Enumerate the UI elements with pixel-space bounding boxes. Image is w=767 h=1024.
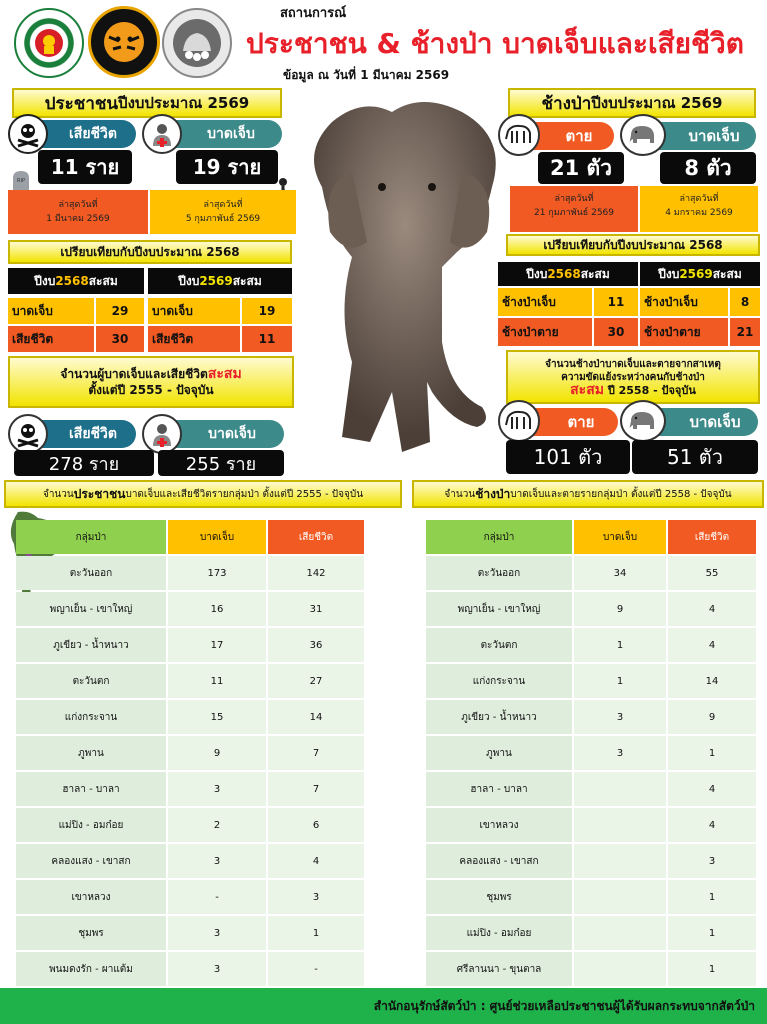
people-table-row-2-col-0: ภูเขียว - น้ำหนาว [16,628,166,662]
people-death-count: 11 ราย [38,150,132,184]
people-table-row-5-col-1: 9 [168,736,266,770]
elephant-latest-injury-label: ล่าสุดวันที่ [679,194,719,204]
people-table-header-2: เสียชีวิต [268,520,364,554]
people-cum-death-count: 278 ราย [14,450,154,476]
elephant-latest-death-label: ล่าสุดวันที่ [554,194,594,204]
elephant-table [422,512,762,988]
skull-crossbones-icon [8,414,48,454]
people-table-caption-a: จำนวน [42,488,74,500]
elephant-cur-injury-label: ช้างป่าเจ็บ [640,288,728,316]
people-latest-injury-box [150,190,296,234]
people-prev-death-value: 30 [96,326,144,352]
elephant-heading [508,88,756,118]
header-supertitle: สถานการณ์ [280,6,347,21]
elephant-table-row-10-col-1 [574,916,666,950]
elephant-table-row-3-col-1: 1 [574,664,666,698]
elephant-cum-injury-label: บาดเจ็บ [689,413,741,431]
people-injury-count: 19 ราย [176,150,278,184]
elephant-table-row-5-col-2: 1 [668,736,756,770]
elephant-death-label: ตาย [565,127,593,145]
page-title: ประชาชน & ช้างป่า บาดเจ็บและเสียชีวิต [246,27,744,60]
elephant-table-row-0-col-1: 34 [574,556,666,590]
elephant-table-row-1-col-1: 9 [574,592,666,626]
people-table-row-10-col-1: 3 [168,916,266,950]
people-table-row-2-col-1: 17 [168,628,266,662]
elephant-table-row-7-col-1 [574,808,666,842]
elephant-skeleton-icon [498,114,540,156]
people-table-row-10-col-2: 1 [268,916,364,950]
people-table-row-7-col-0: แม่ปิง - อมก๋อย [16,808,166,842]
elephant-photo-icon [292,92,522,462]
people-table-row-4-col-2: 14 [268,700,364,734]
elephant-fy-cur-header [640,262,760,286]
people-table-row-1-col-0: พญาเย็น - เขาใหญ่ [16,592,166,626]
people-table-row-5-col-2: 7 [268,736,364,770]
tiger-conservation-logo-icon [88,6,160,78]
elephant-table-header-2: เสียชีวิต [668,520,756,554]
people-table-row-7-col-2: 6 [268,808,364,842]
elephant-table-header-0: กลุ่มป่า [426,520,572,554]
elephant-prev-death-value: 30 [594,318,638,346]
elephant-people-logo-icon [162,8,232,78]
people-table-row-3-col-0: ตะวันตก [16,664,166,698]
elephant-table-row-4-col-1: 3 [574,700,666,734]
elephant-table-row-10-col-2: 1 [668,916,756,950]
people-fy-cur-year: 2569 [199,274,233,288]
people-table-header-0: กลุ่มป่า [16,520,166,554]
elephant-table-row-8-col-0: คลองแสง - เขาสก [426,844,572,878]
people-cur-death-value: 11 [242,326,292,352]
people-table-row-3-col-1: 11 [168,664,266,698]
elephant-icon [620,400,666,442]
people-prev-death-label: เสียชีวิต [8,326,94,352]
elephant-table-row-2-col-1: 1 [574,628,666,662]
elephant-table-row-11-col-1 [574,952,666,986]
people-table-row-9-col-0: เขาหลวง [16,880,166,914]
elephant-table-row-5-col-1: 3 [574,736,666,770]
elephant-fy-prev-year: 2568 [547,267,581,281]
elephant-table-row-6-col-1 [574,772,666,806]
elephant-cumulative-heading-red: สะสม [570,381,604,398]
people-table-row-1-col-2: 31 [268,592,364,626]
elephant-table-row-9-col-1 [574,880,666,914]
footer [0,988,767,1024]
elephant-cumulative-heading-c: ปี 2558 - ปัจจุบัน [603,383,696,397]
people-cum-death-label: เสียชีวิต [69,426,117,442]
elephant-table-row-6-col-0: ฮาลา - บาลา [426,772,572,806]
elephant-table-row-6-col-2: 4 [668,772,756,806]
elephant-cumulative-heading-b: ความขัดแย้งระหว่างคนกับช้างป่า [561,371,705,383]
people-table-row-2-col-2: 36 [268,628,364,662]
elephant-latest-death-date: 21 กุมภาพันธ์ 2569 [533,208,615,218]
elephant-table-row-4-col-0: ภูเขียว - น้ำหนาว [426,700,572,734]
elephant-fy-prev-label-b: สะสม [580,266,610,281]
elephant-table-row-2-col-2: 4 [668,628,756,662]
people-table-row-1-col-1: 16 [168,592,266,626]
elephant-table-row-3-col-0: แก่งกระจาน [426,664,572,698]
elephant-cum-death-label: ตาย [567,413,595,431]
people-fy-prev-year: 2568 [55,274,89,288]
people-fy-prev-label-a: ปีงบ [34,273,56,288]
elephant-fy-prev-label-a: ปีงบ [526,266,548,281]
people-cum-injury-label: บาดเจ็บ [208,426,256,442]
elephant-table-row-7-col-2: 4 [668,808,756,842]
people-table [0,512,372,988]
elephant-table-row-1-col-0: พญาเย็น - เขาใหญ่ [426,592,572,626]
medic-icon [142,114,182,154]
elephant-compare-heading: เปรียบเทียบกับปีงบประมาณ 2568 [506,234,760,256]
people-table-row-4-col-0: แก่งกระจาน [16,700,166,734]
elephant-fy-cur-label-a: ปีงบ [658,266,680,281]
people-fy-cur-label-a: ปีงบ [178,273,200,288]
elephant-table-row-0-col-0: ตะวันออก [426,556,572,590]
elephant-table-caption [412,480,764,508]
data-date: ข้อมูล ณ วันที่ 1 มีนาคม 2569 [283,68,450,82]
people-cur-injury-value: 19 [242,298,292,324]
people-table-row-11-col-2: - [268,952,364,986]
elephant-heading-rest: ปีงบประมาณ 2569 [591,94,723,112]
elephant-table-row-8-col-1 [574,844,666,878]
elephant-table-row-11-col-2: 1 [668,952,756,986]
elephant-fy-cur-label-b: สะสม [712,266,742,281]
people-table-row-3-col-2: 27 [268,664,364,698]
elephant-prev-death-label: ช้างป่าตาย [498,318,592,346]
people-table-caption-bold: ประชาชน [73,486,126,501]
people-table-row-10-col-0: ชุมพร [16,916,166,950]
elephant-table-caption-bold: ช้างป่า [475,486,511,501]
people-latest-death-label: ล่าสุดวันที่ [58,200,98,210]
people-table-row-9-col-1: - [168,880,266,914]
elephant-table-row-10-col-0: แม่ปิง - อมก๋อย [426,916,572,950]
people-fy-cur-header [148,268,292,294]
people-table-row-8-col-2: 4 [268,844,364,878]
people-table-row-9-col-2: 3 [268,880,364,914]
people-cumulative-heading-red: สะสม [207,366,242,382]
elephant-injury-count: 8 ตัว [660,152,756,184]
svg-text:RIP: RIP [17,178,25,184]
elephant-skeleton-icon [498,400,540,442]
people-table-row-0-col-1: 173 [168,556,266,590]
people-prev-injury-value: 29 [96,298,144,324]
people-cur-injury-label: บาดเจ็บ [148,298,240,324]
elephant-table-row-11-col-0: ศรีลานนา - ขุนตาล [426,952,572,986]
people-latest-injury-date: 5 กุมภาพันธ์ 2569 [185,214,261,224]
elephant-injury-label: บาดเจ็บ [688,127,740,145]
medic-icon [142,414,182,454]
elephant-death-count: 21 ตัว [538,152,624,184]
elephant-table-row-4-col-2: 9 [668,700,756,734]
people-injury-label: บาดเจ็บ [207,126,255,142]
elephant-prev-injury-value: 11 [594,288,638,316]
elephant-table-row-9-col-0: ชุมพร [426,880,572,914]
people-cumulative-heading [8,356,294,408]
people-cum-injury-count: 255 ราย [158,450,284,476]
people-fy-prev-label-b: สะสม [88,273,118,288]
elephant-prev-injury-label: ช้างป่าเจ็บ [498,288,592,316]
people-table-row-8-col-0: คลองแสง - เขาสก [16,844,166,878]
people-table-row-8-col-1: 3 [168,844,266,878]
people-table-row-0-col-0: ตะวันออก [16,556,166,590]
people-heading [12,88,282,118]
elephant-cur-death-label: ช้างป่าตาย [640,318,728,346]
people-compare-heading: เปรียบเทียบกับปีงบประมาณ 2568 [8,240,292,264]
elephant-table-row-1-col-2: 4 [668,592,756,626]
elephant-table-row-8-col-2: 3 [668,844,756,878]
people-table-row-4-col-1: 15 [168,700,266,734]
elephant-latest-death-box [510,186,638,232]
people-prev-injury-label: บาดเจ็บ [8,298,94,324]
people-table-header-1: บาดเจ็บ [168,520,266,554]
people-table-row-6-col-2: 7 [268,772,364,806]
people-heading-rest: ปีงบประมาณ 2569 [118,94,250,112]
elephant-cumulative-heading [506,350,760,404]
elephant-heading-bold: ช้างป่า [541,93,592,114]
people-cumulative-heading-a: จำนวนผู้บาดเจ็บและเสียชีวิต [60,367,208,381]
people-table-row-11-col-0: พนมดงรัก - ผาแต้ม [16,952,166,986]
elephant-cum-injury-count: 51 ตัว [632,440,758,474]
elephant-table-header-1: บาดเจ็บ [574,520,666,554]
elephant-fy-cur-year: 2569 [679,267,713,281]
footer-text: สำนักอนุรักษ์สัตว์ป่า : ศูนย์ช่วยเหลือประชาชนผู้ได้รับผลกระทบจากสัตว์ป่า [373,998,755,1013]
elephant-table-caption-b: บาดเจ็บและตายรายกลุ่มป่า ตั้งแต่ปี 2558 - ปัจจุบัน [510,488,732,500]
elephant-cumulative-heading-a: จำนวนช้างป่าบาดเจ็บและตายจากสาเหตุ [545,358,721,370]
people-table-caption [4,480,402,508]
people-table-row-11-col-1: 3 [168,952,266,986]
people-table-row-6-col-0: ฮาลา - บาลา [16,772,166,806]
elephant-fy-prev-header [498,262,638,286]
people-cumulative-heading-b: ตั้งแต่ปี 2555 - ปัจจุบัน [88,383,214,397]
elephant-table-row-0-col-2: 55 [668,556,756,590]
elephant-cur-injury-value: 8 [730,288,760,316]
people-fy-prev-header [8,268,144,294]
people-table-row-7-col-1: 2 [168,808,266,842]
elephant-table-row-9-col-2: 1 [668,880,756,914]
people-latest-death-box [8,190,148,234]
skull-crossbones-icon [8,114,48,154]
elephant-table-caption-a: จำนวน [444,488,476,500]
people-table-caption-b: บาดเจ็บและเสียชีวิตรายกลุ่มป่า ตั้งแต่ปี 2555 - ปัจจุบัน [125,488,364,500]
elephant-cum-death-count: 101 ตัว [506,440,630,474]
people-table-row-5-col-0: ภูพาน [16,736,166,770]
elephant-table-row-2-col-0: ตะวันตก [426,628,572,662]
elephant-table-row-7-col-0: เขาหลวง [426,808,572,842]
elephant-icon [620,114,666,156]
elephant-table-row-3-col-2: 14 [668,664,756,698]
people-death-label: เสียชีวิต [69,126,117,142]
elephant-cur-death-value: 21 [730,318,760,346]
people-table-row-6-col-1: 3 [168,772,266,806]
people-cur-death-label: เสียชีวิต [148,326,240,352]
people-fy-cur-label-b: สะสม [232,273,262,288]
people-heading-bold: ประชาชน [44,93,119,114]
department-seal-icon [14,8,84,78]
elephant-latest-injury-date: 4 มกราคม 2569 [665,208,733,218]
elephant-latest-injury-box [640,186,758,232]
people-latest-injury-label: ล่าสุดวันที่ [203,200,243,210]
elephant-table-row-5-col-0: ภูพาน [426,736,572,770]
people-latest-death-date: 1 มีนาคม 2569 [46,214,110,224]
people-table-row-0-col-2: 142 [268,556,364,590]
